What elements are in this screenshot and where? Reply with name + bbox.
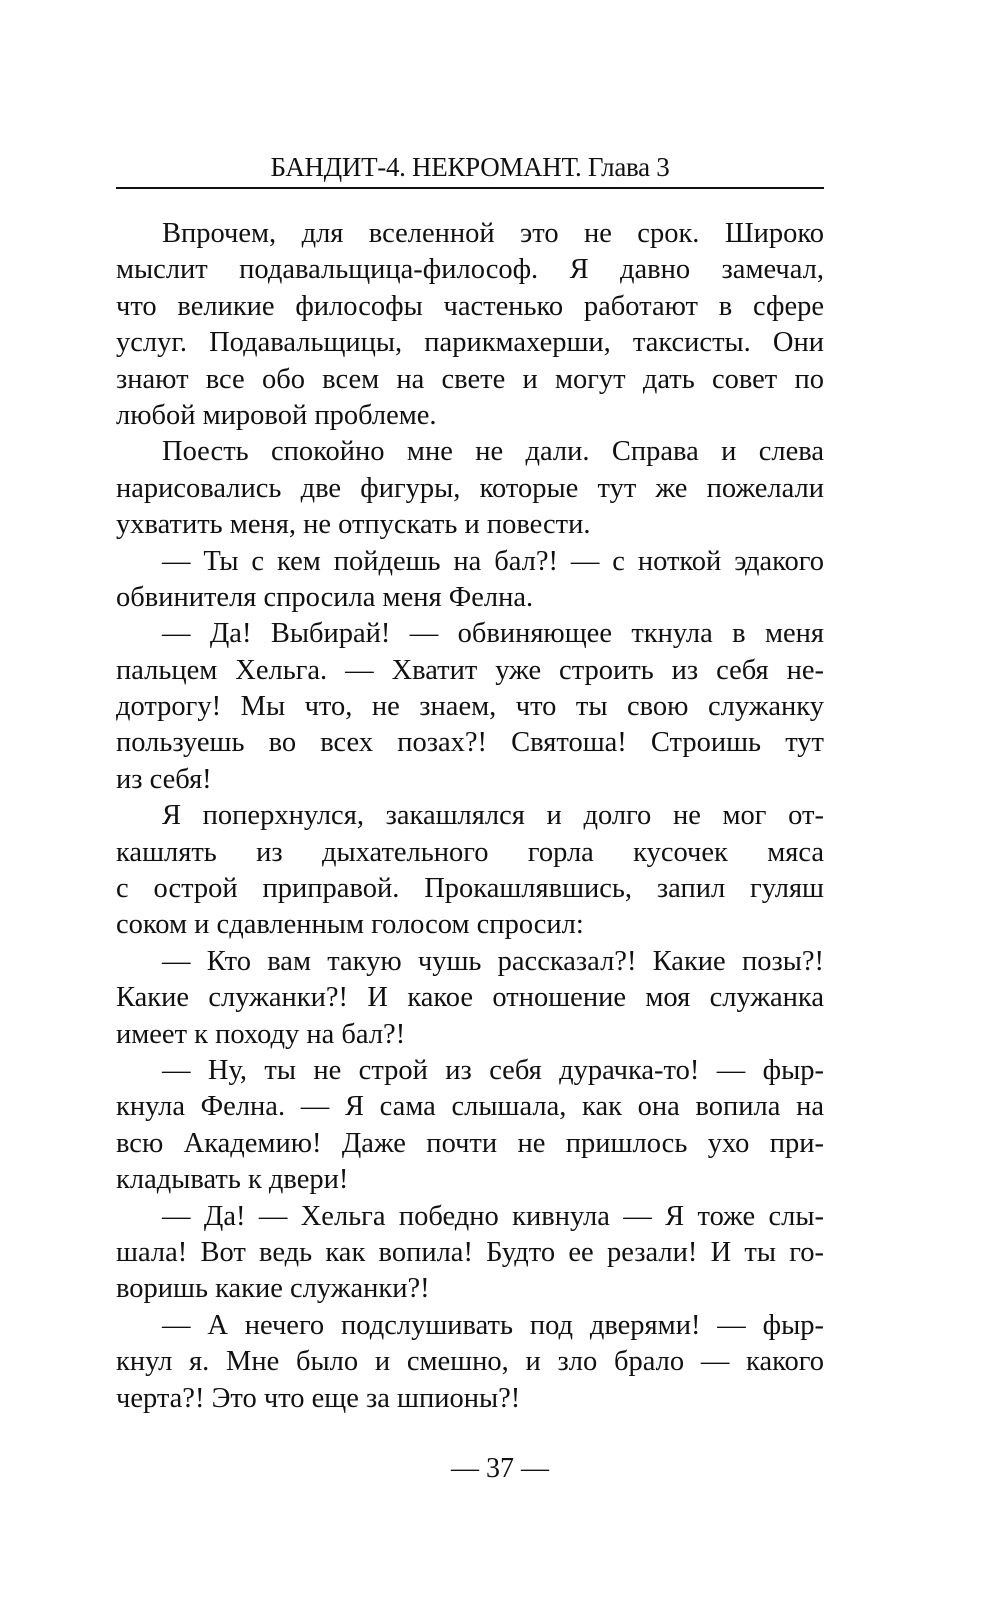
text-line: — Кто вам такую чушь рассказал?! Какие позы?! — [162, 945, 824, 977]
text-line: услуг. Подавальщицы, парикмахерши, таксисты. Они — [116, 327, 824, 359]
header-rule — [116, 187, 824, 189]
text-line: ухватить меня, не отпускать и повести. — [116, 509, 591, 541]
text-line: всю Академию! Даже почти не пришлось ухо при- — [116, 1127, 824, 1159]
text-line: что великие философы частенько работают в сфере — [116, 290, 824, 322]
page-number: — 37 — — [451, 1453, 549, 1484]
text-line: обвинителя спросила меня Фелна. — [116, 581, 534, 613]
text-line: Какие служанки?! И какое отношение моя служанка — [116, 982, 824, 1014]
text-line: кнул я. Мне было и смешно, и зло брало — какого — [116, 1346, 824, 1378]
text-line: мыслит подавальщица-философ. Я давно замечал, — [116, 254, 824, 286]
text-line: знают все обо всем на свете и могут дать совет по — [116, 363, 824, 395]
text-line: — Да! — Хельга победно кивнула — Я тоже слы- — [162, 1200, 824, 1232]
body-text — [116, 216, 824, 1417]
text-line: любой мировой проблеме. — [116, 399, 437, 431]
text-line: Поесть спокойно мне не дали. Справа и слева — [162, 436, 824, 468]
text-line: — Ну, ты не строй из себя дурачка-то! — фыр- — [162, 1054, 824, 1086]
text-line: черта?! Это что еще за шпионы?! — [116, 1382, 521, 1414]
text-line: — Да! Выбирай! — обвиняющее ткнула в меня — [162, 618, 824, 650]
text-line: Впрочем, для вселенной это не срок. Широко — [162, 218, 824, 249]
text-line: кнула Фелна. — Я сама слышала, как она вопила на — [116, 1091, 824, 1123]
text-line: из себя! — [116, 763, 212, 795]
text-line: кладывать к двери! — [116, 1164, 349, 1196]
text-line: — Ты с кем пойдешь на бал?! — с ноткой эдакого — [162, 545, 824, 577]
text-line: шала! Вот ведь как вопила! Будто ее резали! И ты го- — [116, 1236, 824, 1268]
text-line: с острой приправой. Прокашлявшись, запил гуляш — [116, 873, 824, 905]
text-line: Я поперхнулся, закашлялся и долго не мог от- — [162, 800, 824, 832]
text-line: нарисовались две фигуры, которые тут же пожелали — [116, 472, 824, 504]
text-line: пользуешь во всех позах?! Святоша! Строишь тут — [116, 727, 824, 759]
text-line: соком и сдавленным голосом спросил: — [116, 909, 584, 941]
text-line: — А нечего подслушивать под дверями! — фыр- — [162, 1309, 824, 1341]
text-line: воришь какие служанки?! — [116, 1273, 430, 1305]
running-head: БАНДИТ-4. НЕКРОМАНТ. Глава 3 — [270, 152, 670, 182]
text-line: кашлять из дыхательного горла кусочек мяса — [116, 836, 824, 868]
text-line: дотрогу! Мы что, не знаем, что ты свою служанку — [116, 691, 824, 723]
text-line: пальцем Хельга. — Хватит уже строить из себя не- — [116, 654, 824, 686]
text-line: имеет к походу на бал?! — [116, 1018, 406, 1050]
